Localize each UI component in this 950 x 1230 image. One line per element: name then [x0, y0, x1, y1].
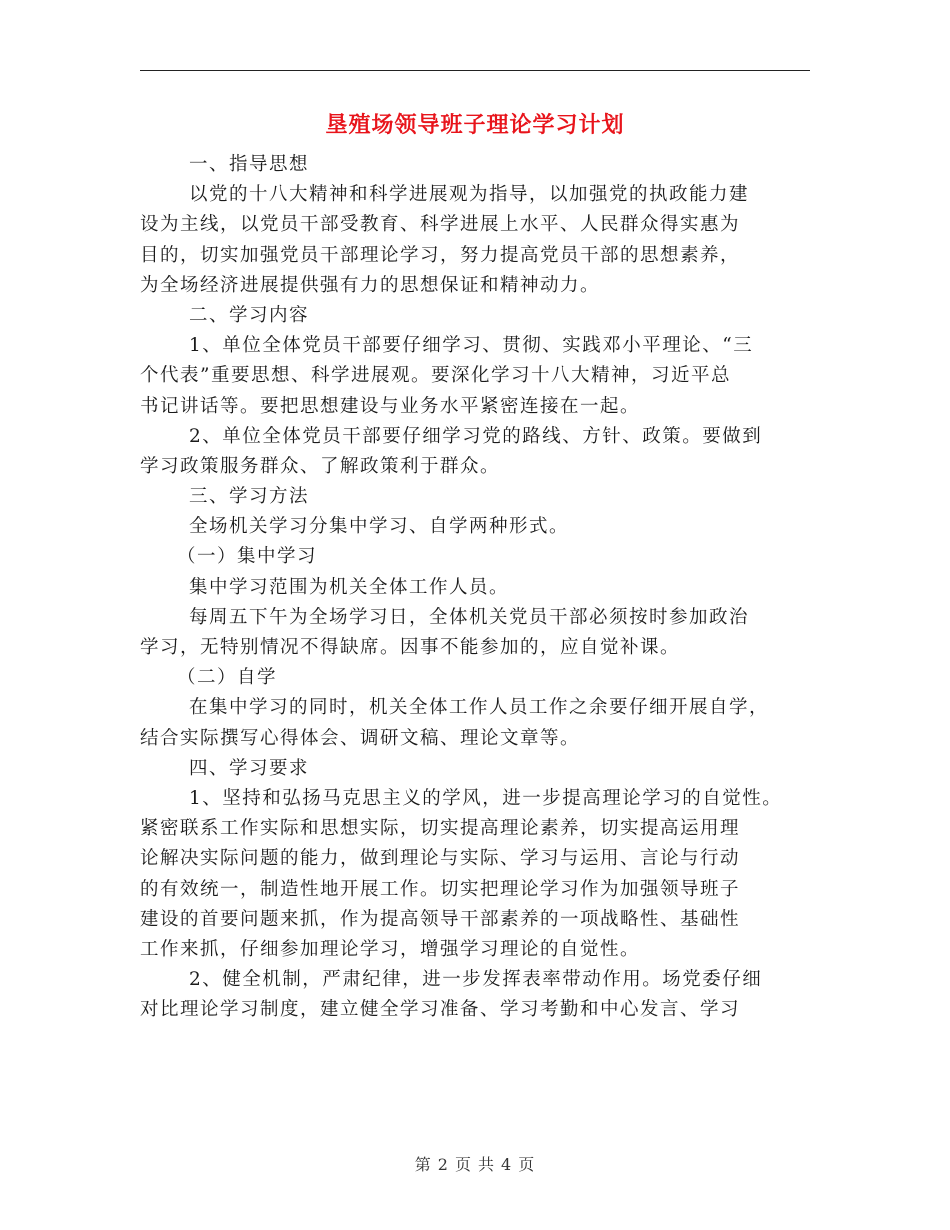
footer-page-word: 页	[454, 1155, 472, 1174]
document-title: 垦殖场领导班子理论学习计划	[325, 112, 625, 138]
footer-prefix: 第	[414, 1155, 432, 1174]
body-line: 全场机关学习分集中学习、自学两种形式。	[189, 516, 570, 538]
body-line: 学习，无特别情况不得缺席。因事不能参加的，应自觉补课。	[140, 637, 681, 658]
body-line: 结合实际撰写心得体会、调研文稿、理论文章等。	[140, 727, 581, 749]
body-line: 每周五下午为全场学习日，全体机关党员干部必须按时参加政治	[189, 606, 750, 628]
body-line: 在集中学习的同时，机关全体工作人员工作之余要仔细开展自学，	[189, 697, 770, 719]
body-line: （二）自学	[177, 667, 278, 689]
body-line: 学习政策服务群众、了解政策利于群众。	[140, 455, 501, 477]
body-line: 一、指导思想	[189, 154, 310, 175]
body-line: 二、学习内容	[189, 304, 310, 326]
body-line: （一）集中学习	[177, 546, 318, 568]
body-line: 建设的首要问题来抓，作为提高领导干部素养的一项战略性、基础性	[140, 908, 741, 930]
body-line: 论解决实际问题的能力，做到理论与实际、学习与运用、言论与行动	[140, 848, 741, 870]
body-line: 对比理论学习制度，建立健全学习准备、学习考勤和中心发言、学习	[140, 999, 741, 1021]
body-line: 2、单位全体党员干部要仔细学习党的路线、方针、政策。要做到	[189, 425, 763, 447]
body-line: 1、坚持和弘扬马克思主义的学风，进一步提高理论学习的自觉性。	[189, 787, 783, 809]
body-line: 以党的十八大精神和科学进展观为指导，以加强党的执政能力建	[189, 184, 750, 206]
body-line: 1、单位全体党员干部要仔细学习、贯彻、实践邓小平理论、“三	[189, 335, 754, 357]
header-rule	[140, 70, 810, 71]
body-line: 书记讲话等。要把思想建设与业务水平紧密连接在一起。	[140, 395, 641, 417]
document-body	[140, 150, 830, 1025]
footer-current-page: 2	[437, 1155, 449, 1174]
body-line: 三、学习方法	[189, 486, 310, 508]
body-line: 2、健全机制，严肃纪律，进一步发挥表率带动作用。场党委仔细	[189, 969, 763, 991]
body-line: 的有效统一，制造性地开展工作。切实把理论学习作为加强领导班子	[140, 878, 741, 900]
body-line: 紧密联系工作实际和思想实际，切实提高理论素养，切实提高运用理	[140, 818, 741, 840]
body-line: 工作来抓，仔细参加理论学习，增强学习理论的自觉性。	[140, 938, 641, 960]
body-line: 目的，切实加强党员干部理论学习，努力提高党员干部的思想素养，	[140, 244, 741, 266]
footer-suffix: 页	[518, 1155, 536, 1174]
page-footer	[0, 1152, 950, 1175]
body-line: 个代表”重要思想、科学进展观。要深化学习十八大精神，习近平总	[140, 365, 731, 387]
body-line: 四、学习要求	[189, 757, 310, 779]
footer-total-pages: 4	[501, 1155, 513, 1174]
body-line: 为全场经济进展提供强有力的思想保证和精神动力。	[140, 274, 601, 296]
body-line: 集中学习范围为机关全体工作人员。	[189, 576, 510, 598]
body-line: 设为主线，以党员干部受教育、科学进展上水平、人民群众得实惠为	[140, 214, 741, 236]
footer-total-prefix: 共	[478, 1155, 496, 1174]
